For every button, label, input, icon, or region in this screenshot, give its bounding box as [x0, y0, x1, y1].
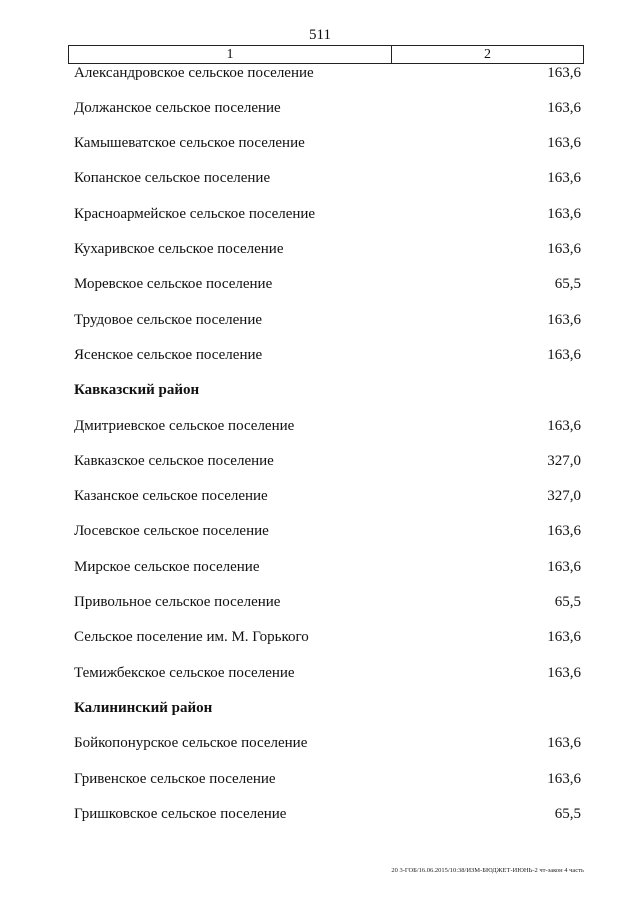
- settlement-name: Кавказское сельское поселение: [74, 452, 274, 469]
- table-row: [74, 344, 584, 366]
- settlement-name: Ясенское сельское поселение: [74, 346, 263, 363]
- amount-value: 65,5: [554, 594, 581, 610]
- table-row: [74, 733, 584, 755]
- amount-value: 163,6: [547, 205, 581, 222]
- table-row: [74, 486, 584, 508]
- settlement-name: Трудовое сельское поселение: [74, 311, 263, 328]
- settlement-name: Гришковское сельское поселение: [74, 805, 287, 822]
- amount-value: 163,6: [547, 629, 581, 646]
- amount-value: 163,6: [547, 170, 581, 187]
- amount-value: 163,6: [547, 99, 581, 116]
- settlement-name: Лосевское сельское поселение: [74, 523, 269, 540]
- settlement-name: Дмитриевское сельское поселение: [74, 417, 295, 434]
- amount-value: 163,6: [547, 664, 581, 681]
- settlement-name: Темижбекское сельское поселение: [74, 664, 295, 681]
- amount-value: 163,6: [547, 241, 581, 257]
- amount-value: 163,6: [547, 770, 581, 787]
- settlement-name: Привольное сельское поселение: [74, 594, 281, 610]
- table-row: [74, 803, 584, 825]
- amount-value: 65,5: [554, 276, 581, 293]
- amount-value: 163,6: [547, 558, 581, 575]
- settlement-name: Бойкопонурское сельское поселение: [74, 735, 308, 752]
- amount-value: 327,0: [547, 488, 581, 505]
- settlement-name: Мирское сельское поселение: [74, 558, 260, 575]
- table-row: [74, 62, 584, 84]
- table-row: [74, 239, 584, 261]
- table-row: [74, 203, 584, 225]
- amount-value: 163,6: [547, 64, 581, 81]
- amount-value: 65,5: [554, 805, 581, 822]
- amount-value: 163,6: [547, 135, 581, 152]
- table-row: [74, 309, 584, 331]
- amount-value: 163,6: [547, 311, 581, 328]
- table-row: [74, 133, 584, 155]
- amount-value: 163,6: [547, 417, 581, 434]
- header-column-2: 2: [484, 47, 491, 62]
- table-row: [74, 556, 584, 578]
- district-name: Калининский район: [74, 699, 213, 716]
- table-row: [74, 768, 584, 790]
- settlement-name: Казанское сельское поселение: [74, 488, 268, 505]
- settlement-name: Кухаривское сельское поселение: [74, 241, 284, 257]
- table-row: [74, 450, 584, 472]
- amount-value: 163,6: [547, 523, 581, 540]
- table-row: [74, 627, 584, 649]
- table-row: [74, 274, 584, 296]
- header-column-1: 1: [69, 46, 392, 63]
- amount-value: 327,0: [547, 452, 581, 469]
- settlement-name: Должанское сельское поселение: [74, 99, 281, 116]
- settlement-name: Камышеватское сельское поселение: [74, 135, 305, 152]
- settlement-name: Красноармейское сельское поселение: [74, 205, 316, 222]
- district-heading-row: [74, 697, 584, 719]
- document-footer: 20 3-ГОБ/16.06.2015/10:38/ИЗМ-БЮДЖЕТ-ИЮНЬ-2 чт-закон 4 часть: [391, 867, 584, 874]
- settlement-name: Александровское сельское поселение: [74, 64, 314, 81]
- table-row: [74, 415, 584, 437]
- table-row: [74, 97, 584, 119]
- table-row: [74, 521, 584, 543]
- settlement-name: Сельское поселение им. М. Горького: [74, 629, 309, 646]
- settlement-name: Копанское сельское поселение: [74, 170, 271, 187]
- amount-value: 163,6: [547, 346, 581, 363]
- table-row: [74, 662, 584, 684]
- table-row: [74, 592, 584, 614]
- settlement-name: Гривенское сельское поселение: [74, 770, 276, 787]
- table-row: [74, 168, 584, 190]
- amount-value: 163,6: [547, 735, 581, 752]
- district-name: Кавказский район: [74, 382, 200, 399]
- page-number: 511: [309, 27, 331, 43]
- settlement-name: Моревское сельское поселение: [74, 276, 273, 293]
- district-heading-row: [74, 380, 584, 402]
